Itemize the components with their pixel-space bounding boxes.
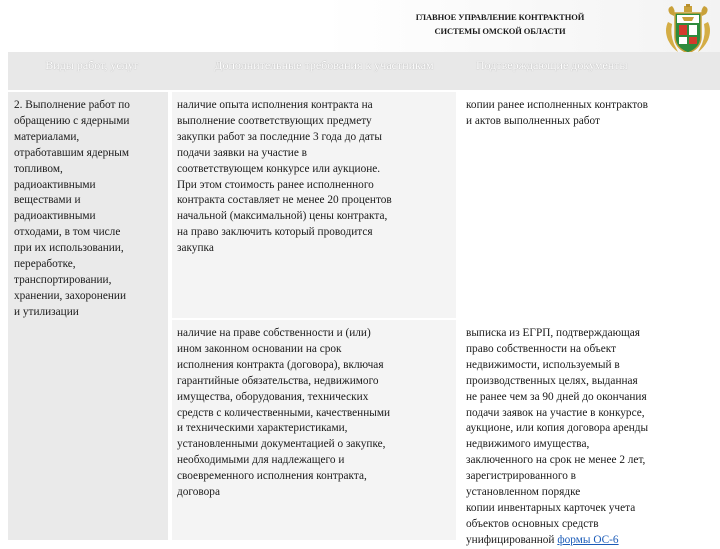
documents-text-1: копии ранее исполненных контрактов и актов выполненных работ — [466, 99, 648, 127]
documents-text-2-body: выписка из ЕГРП, подтверждающая право собственности на объект недвижимости, используемый в производственных целях, выданная не ранее чем за 90 дней до окончания подачи заявок на участие в конкурсе, аукционе, или копия договора аренды недвижимого имущества, заключенного на срок не менее 2 лет, зарегистрированного в установленном порядке копии инвентарных карточек учета объектов основных средств унифицированной — [466, 327, 649, 546]
organization-title-line2: СИСТЕМЫ ОМСКОЙ ОБЛАСТИ — [434, 26, 566, 36]
documents-text-2 — [466, 326, 720, 549]
page-header — [0, 0, 720, 52]
work-type-text: 2. Выполнение работ по обращению с ядерными материалами, отработавшим ядерным топливом, радиоактивными веществами и радиоактивными отходами, в том числе при их использовании, переработке, транспортировании, хранении, захоронении и утилизации — [14, 99, 130, 318]
requirement-cell-2 — [172, 320, 456, 540]
form-os6-link[interactable]: формы ОС-6 — [557, 533, 619, 546]
organization-title — [350, 10, 650, 38]
column-header-work-types: Виды работ, услуг — [45, 58, 139, 72]
table-header-row — [8, 52, 720, 90]
requirement-text-2: наличие на праве собственности и (или) ином законном основании на срок исполнения контракта (договора), включая гарантийные обязательства, недвижимого имущества, оборудования, технических средств с количественными, качественными и техническими характеристиками, установленными документацией о закупке, необходимыми для надлежащего и своевременного исполнения контракта, договора — [177, 327, 391, 499]
emblem-shield — [675, 13, 701, 53]
documents-cell-2 — [460, 320, 720, 546]
column-header-documents: Подтверждающие документы — [476, 58, 628, 72]
requirement-cell-1 — [172, 92, 456, 318]
requirement-text-1: наличие опыта исполнения контракта на выполнение соответствующих предмету закупки работ за последние 3 года до даты подачи заявки на участие в соответствующем конкурсе или аукционе. При этом стоимость ранее исполненного контракта составляет не менее 20 процентов начальной (максимальной) цены контракта, на право заключить который проводится закупка — [177, 99, 392, 255]
work-type-cell — [8, 92, 168, 540]
documents-cell-1 — [460, 92, 720, 318]
column-header-requirements: Дополнительные требования к участникам — [214, 58, 434, 72]
requirements-table — [8, 52, 720, 546]
coat-of-arms-icon — [664, 4, 712, 56]
organization-title-line1: ГЛАВНОЕ УПРАВЛЕНИЕ КОНТРАКТНОЙ — [415, 12, 585, 22]
